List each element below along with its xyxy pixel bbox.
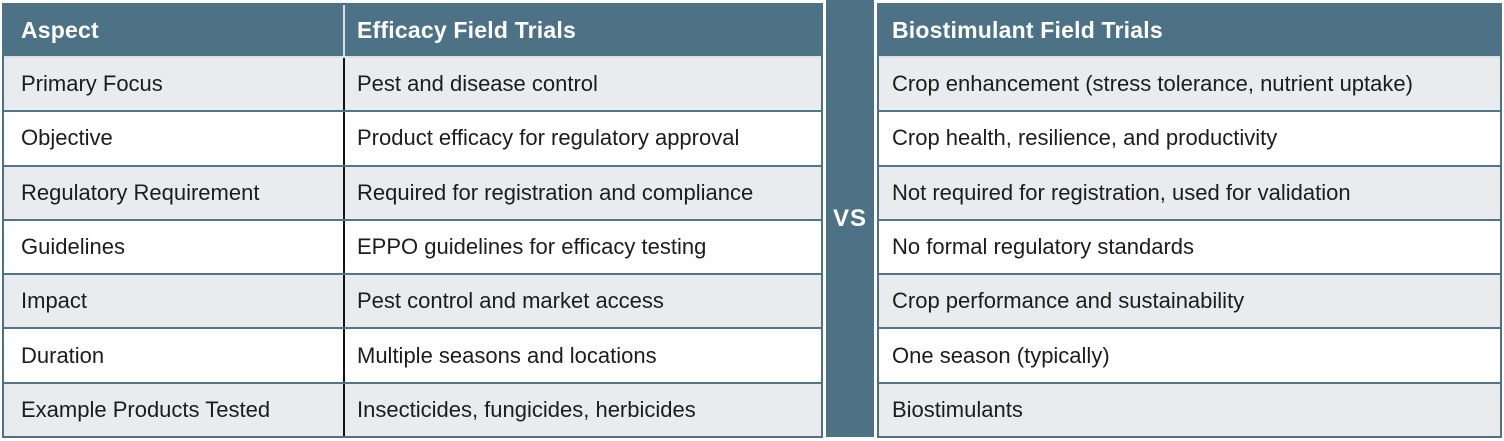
efficacy-value-cell: Insecticides, fungicides, herbicides [357,396,696,422]
column-header-biostimulant-field-trials: Biostimulant Field Trials [892,17,1163,43]
table-row [879,219,1500,273]
efficacy-value-cell: Pest and disease control [357,71,598,97]
aspect-cell: Guidelines [4,221,345,273]
aspect-cell: Regulatory Requirement [4,167,345,219]
aspect-cell: Impact [4,275,345,327]
table-row [4,165,821,219]
efficacy-table-header-row [4,5,821,56]
efficacy-value-cell: Required for registration and compliance [357,179,754,205]
biostimulant-value-cell: No formal regulatory standards [892,233,1195,259]
column-header-efficacy-field-trials: Efficacy Field Trials [357,17,576,43]
table-row [879,165,1500,219]
column-header-aspect: Aspect [4,5,345,56]
efficacy-trials-table [2,3,823,438]
biostimulant-value-cell: Crop health, resilience, and productivity [892,125,1278,151]
aspect-cell: Objective [4,112,345,164]
vs-divider-bar [826,0,874,437]
efficacy-value-cell: Multiple seasons and locations [357,342,657,368]
table-row [4,110,821,164]
efficacy-value-cell: Product efficacy for regulatory approval [357,125,740,151]
table-row [879,110,1500,164]
aspect-cell: Example Products Tested [4,384,345,436]
table-row [879,382,1500,436]
biostimulant-value-cell: Biostimulants [892,396,1023,422]
biostimulant-value-cell: Not required for registration, used for validation [892,179,1351,205]
aspect-cell: Duration [4,329,345,381]
vs-label: VS [832,204,867,232]
biostimulant-value-cell: Crop enhancement (stress tolerance, nutrient uptake) [892,71,1413,97]
biostimulant-value-cell: Crop performance and sustainability [892,288,1245,314]
table-row [879,273,1500,327]
biostimulant-trials-table [877,3,1502,438]
efficacy-value-cell: Pest control and market access [357,288,664,314]
table-row [4,273,821,327]
table-row [4,327,821,381]
table-row [4,219,821,273]
table-row [4,56,821,110]
biostimulant-value-cell: One season (typically) [892,342,1110,368]
biostimulant-table-header-row [879,5,1500,56]
table-row [4,382,821,436]
table-row [879,56,1500,110]
table-row [879,327,1500,381]
efficacy-value-cell: EPPO guidelines for efficacy testing [357,233,707,259]
aspect-cell: Primary Focus [4,58,345,110]
